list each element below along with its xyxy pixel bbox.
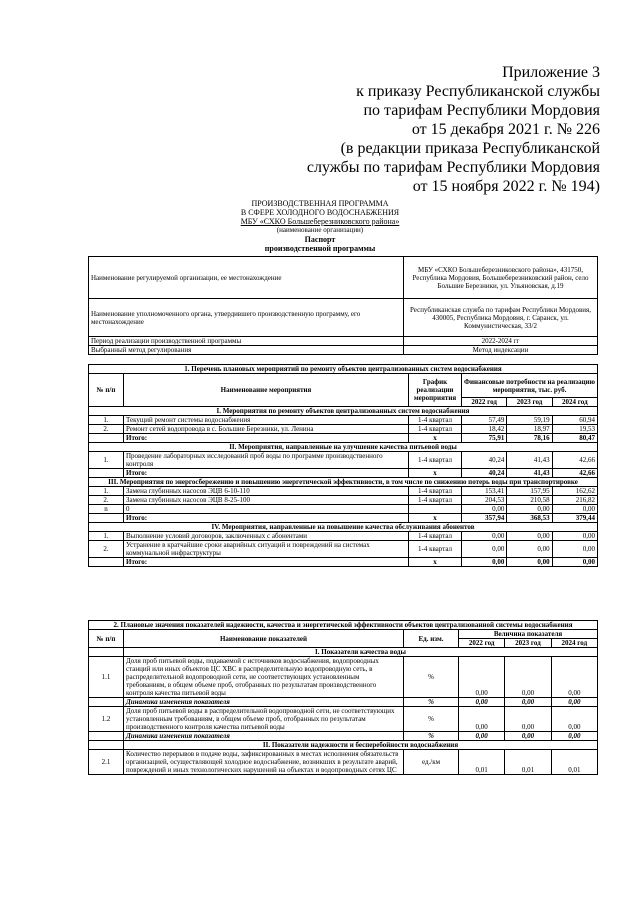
row-number: 1. [89,416,124,425]
indicator-value: 0,00 [505,657,551,698]
event-name: Выполнение условий договоров, заключенных с абонентами [124,532,409,541]
col-schedule: График реализации мероприятия [409,374,462,407]
events-body [89,407,598,567]
row-number: 1. [89,452,124,469]
group-title: II. Показатели надежности и бесперебойности водоснабжения [124,741,598,750]
group-title-row [89,523,598,532]
indicator-value: 0,00 [459,707,505,732]
indicator-value: 0,00 [551,732,597,741]
event-name: Текущий ремонт системы водоснабжения [124,416,409,425]
value-2024: 42,66 [552,452,597,469]
value-2023: 18,97 [507,425,552,434]
indicator-unit: % [404,698,459,707]
event-schedule: 1-4 квартал [409,541,462,558]
passport-value: Республиканская служба по тарифам Республики Мордовия, 430005, Республика Мордовия, г. Саранск, ул. Коммунистическая, 33/2 [404,299,598,337]
col-year: 2022 год [459,639,505,648]
table-row [89,452,598,469]
group-title: IV. Мероприятия, направленные на повышение качества обслуживания абонентов [89,523,598,532]
passport-title: Паспорт [304,235,336,244]
indicator-value: 0,00 [551,698,597,707]
indicator-unit: % [404,657,459,698]
group-title-row [89,407,598,416]
appendix-header [300,63,600,196]
table-row [89,257,598,299]
total-2022: 75,91 [462,434,507,443]
total-blank [89,469,124,478]
col-year: 2023 год [507,398,552,407]
indicator-value: 0,01 [551,750,597,775]
group-title: I. Показатели качества воды [124,648,598,657]
indicator-name: Доля проб питьевой воды в распределительной водопроводной сети, не соответствующих установленным требованиям, в общем объеме проб, отобранных по результатам производственного контроля качества питьевой воды [124,707,404,732]
total-2024: 379,44 [552,514,597,523]
indicator-name: Количество перерывов в подаче воды, зафиксированных в местах исполнения обязательств организацией, осуществляющей холодное водоснабжение, возникших в результате аварий, повреждений и иных технологических нарушений на объектах и водопроводных сетях ЦС [124,750,404,775]
total-x: x [409,434,462,443]
appendix-line: от 15 декабря 2021 г. № 226 [411,121,600,138]
program-title-line: ПРОИЗВОДСТВЕННАЯ ПРОГРАММА [251,199,389,208]
row-number: 2. [89,496,124,505]
row-number: 1.1 [89,657,124,698]
appendix-line: по тарифам Республики Мордовия [363,102,600,119]
event-schedule: 1-4 квартал [409,487,462,496]
passport-value: 2022-2024 гг [404,337,598,346]
row-number: 1. [89,487,124,496]
total-2022: 357,94 [462,514,507,523]
row-number: 2. [89,541,124,558]
group-title-row [89,443,598,452]
indicator-value: 0,00 [505,732,551,741]
total-2024: 42,66 [552,469,597,478]
row-number [89,698,124,707]
total-blank [89,514,124,523]
total-2023: 41,43 [507,469,552,478]
indicator-value: 0,00 [551,707,597,732]
indicator-value: 0,00 [551,657,597,698]
dynamics-row [89,698,598,707]
value-2023: 157,95 [507,487,552,496]
passport-label: Наименование уполномоченного органа, утвердившего производственную программу, его местонахождение [89,299,404,337]
table-row [89,337,598,346]
section-title: 1. Перечень плановых мероприятий по ремонту объектов централизованных систем водоснабжения [89,365,598,374]
indicator-value: 0,01 [459,750,505,775]
table-row [89,541,598,558]
row-number: 2.1 [89,750,124,775]
total-2023: 368,53 [507,514,552,523]
total-2022: 40,24 [462,469,507,478]
program-title-line: В СФЕРЕ ХОЛОДНОГО ВОДОСНАБЖЕНИЯ [240,208,400,217]
table-row [89,532,598,541]
passport-table [88,256,598,355]
table-row [89,416,598,425]
total-2024: 0,00 [552,558,597,567]
value-2022: 57,49 [462,416,507,425]
event-schedule: 1-4 квартал [409,496,462,505]
appendix-line: к приказу Республиканской службы [356,83,600,100]
total-label: Итого: [124,558,409,567]
value-2022: 0,00 [462,505,507,514]
total-blank [89,558,124,567]
events-table [88,364,598,567]
event-name: Замена глубинных насосов ЭЦВ 6-10-110 [124,487,409,496]
indicator-value: 0,00 [459,732,505,741]
indicator-unit: % [404,707,459,732]
indicators-body [89,648,598,775]
total-row [89,558,598,567]
value-2023: 59,19 [507,416,552,425]
value-2023: 0,00 [507,541,552,558]
value-2022: 18,42 [462,425,507,434]
org-caption: (наименование организации) [276,226,364,234]
col-num: № п/п [89,630,124,648]
value-2022: 0,00 [462,541,507,558]
value-2024: 216,82 [552,496,597,505]
col-num: № п/п [89,374,124,407]
col-unit: Ед. изм. [404,630,459,648]
total-label: Итого: [124,434,409,443]
event-name: Ремонт сетей водопровода в с. Большие Березники, ул. Ленина [124,425,409,434]
value-2024: 162,62 [552,487,597,496]
event-name: Устранение в кратчайшие сроки аварийных ситуаций и повреждений на системах коммунальной инфраструктуры [124,541,409,558]
header-row [89,630,598,639]
col-year: 2022 год [462,398,507,407]
event-name: 0 [124,505,409,514]
table-row [89,487,598,496]
total-2023: 78,16 [507,434,552,443]
event-name: Замена глубинных насосов ЭЦВ 8-25-100 [124,496,409,505]
table-row [89,505,598,514]
value-2024: 0,00 [552,505,597,514]
col-name: Наименование мероприятия [124,374,409,407]
indicator-value: 0,01 [505,750,551,775]
indicator-unit: ед./км [404,750,459,775]
total-blank [89,434,124,443]
appendix-line: службы по тарифам Республики Мордовия [306,159,600,176]
value-2022: 153,41 [462,487,507,496]
indicator-unit: % [404,732,459,741]
table-row [89,707,598,732]
total-row [89,514,598,523]
indicator-name: Динамика изменения показателя [124,732,404,741]
group-title: III. Мероприятия по энергосбережению и повышению энергетической эффективности, в том числе по снижению потерь воды при транспортировке [89,478,598,487]
value-2022: 0,00 [462,532,507,541]
indicator-name: Доля проб питьевой воды, подаваемой с источников водоснабжения, водопроводных станций или иных объектов ЦС ХВС в распределительную водопроводную сеть, в распределительной водопроводной сети, не соответствующих установленным требованиям, в общем объеме проб, отобранных по результатам производственного контроля качества питьевой воды [124,657,404,698]
value-2022: 40,24 [462,452,507,469]
passport-value: Метод индексации [404,346,598,355]
header-row [89,374,598,398]
event-schedule [409,505,462,514]
row-number: n [89,505,124,514]
indicator-value: 0,00 [505,698,551,707]
org-name: МБУ «СХКО Большеберезниковского района» [240,217,400,226]
group-title-row [89,648,598,657]
row-number: 1.2 [89,707,124,732]
row-number [89,732,124,741]
total-row [89,469,598,478]
value-2024: 60,94 [552,416,597,425]
col-name: Наименование показателей [124,630,404,648]
group-title: I. Мероприятия по ремонту объектов централизованных систем водоснабжения [89,407,598,416]
total-x: x [409,514,462,523]
value-2024: 19,53 [552,425,597,434]
indicators-table [88,620,598,775]
dynamics-row [89,732,598,741]
value-2024: 0,00 [552,532,597,541]
blank-cell [89,741,124,750]
total-label: Итого: [124,469,409,478]
col-year: 2024 год [552,398,597,407]
appendix-line: Приложение 3 [502,64,600,81]
col-finance: Финансовые потребности на реализацию мероприятия, тыс. руб. [462,374,598,398]
passport-label: Период реализации производственной программы [89,337,404,346]
group-title: II. Мероприятия, направленные на улучшение качества питьевой воды [89,443,598,452]
indicator-value: 0,00 [459,698,505,707]
passport-value: МБУ «СХКО Большеберезниковского района», 431750, Республика Мордовия, Большеберезниковский район, село Большие Березники, ул. Ульяновская, д.19 [404,257,598,299]
appendix-line: от 15 ноября 2022 г. № 194) [412,178,600,195]
section-title-row [89,365,598,374]
indicator-value: 0,00 [459,657,505,698]
table-row [89,496,598,505]
section-title-row [89,621,598,630]
event-schedule: 1-4 квартал [409,532,462,541]
value-2022: 204,53 [462,496,507,505]
indicator-name: Динамика изменения показателя [124,698,404,707]
value-2023: 210,58 [507,496,552,505]
row-number: 2. [89,425,124,434]
event-schedule: 1-4 квартал [409,452,462,469]
value-2023: 0,00 [507,532,552,541]
total-2023: 0,00 [507,558,552,567]
value-2023: 0,00 [507,505,552,514]
section-title: 2. Плановые значения показателей надежности, качества и энергетической эффективности объектов централизованной системы водоснабжения [89,621,598,630]
total-x: x [409,469,462,478]
blank-cell [89,648,124,657]
event-name: Проведение лабораторных исследований проб воды по программе производственного контроля [124,452,409,469]
value-2023: 41,43 [507,452,552,469]
event-schedule: 1-4 квартал [409,425,462,434]
passport-label: Наименование регулируемой организации, ее местонахождение [89,257,404,299]
program-title [0,199,640,253]
row-number: 1. [89,532,124,541]
indicator-value: 0,00 [505,707,551,732]
passport-label: Выбранный метод регулирования [89,346,404,355]
col-year: 2024 год [551,639,597,648]
group-title-row [89,741,598,750]
value-2024: 0,00 [552,541,597,558]
col-year: 2023 год [505,639,551,648]
table-row [89,750,598,775]
appendix-line: (в редакции приказа Республиканской [340,140,600,157]
total-2022: 0,00 [462,558,507,567]
total-x: x [409,558,462,567]
total-label: Итого: [124,514,409,523]
group-title-row [89,478,598,487]
event-schedule: 1-4 квартал [409,416,462,425]
table-row [89,346,598,355]
total-row [89,434,598,443]
passport-subtitle: производственной программы [264,244,376,253]
total-2024: 80,47 [552,434,597,443]
table-row [89,425,598,434]
col-value: Величина показателя [459,630,598,639]
table-row [89,657,598,698]
table-row [89,299,598,337]
